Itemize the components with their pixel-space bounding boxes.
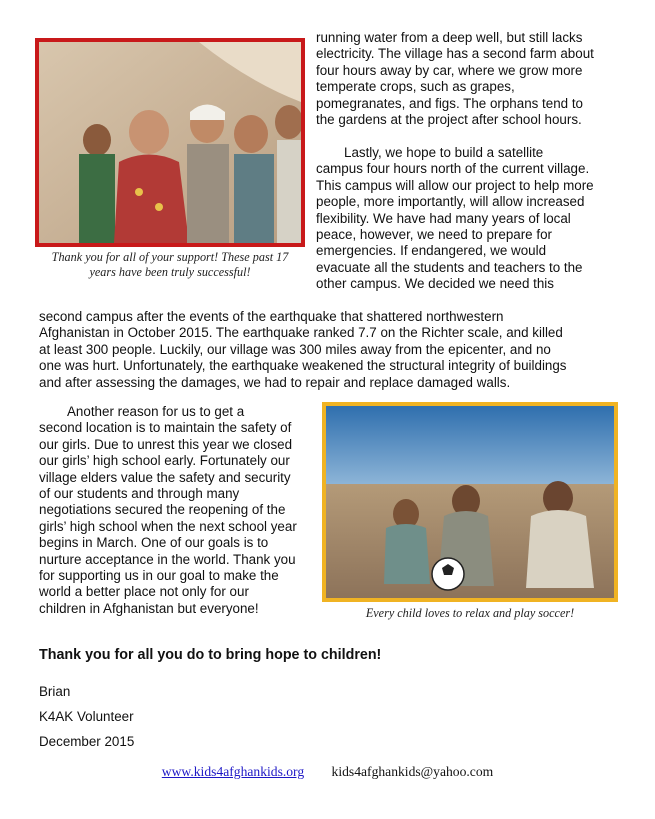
soccer-photo <box>322 402 618 602</box>
paragraph-girls-school: Another reason for us to get a second location is to maintain the safety of our girls. Due to unrest this year we closed our girls’ high school early. Fortunately our village elders value the safety and security of our students and through many negotiations secured the reopening of the girls’ high school when the next school year begins in March. One of our goals is to nurture acceptance in the world. Thank you for supporting us in our goal to make the world a better place not only for our children in Afghanistan but everyone! <box>39 404 297 616</box>
paragraph-farm: running water from a deep well, but still lacks electricity. The village has a second farm about four hours away by car, where we grow more temperate crops, such as grapes, pomegranates, and figs. The orphans tend to the gardens at the project after school hours. <box>316 30 594 128</box>
paragraph-earthquake: second campus after the events of the earthquake that shattered northwestern Afghanistan in October 2015. The earthquake ranked 7.7 on the Richter scale, and killed at least 300 people. Luckily, our village was 300 miles away from the epicenter, and no one was hurt. Unfortunately, the earthquake weakened the structural integrity of buildings and after assessing the damages, we had to repair and replace damaged walls. <box>39 309 567 390</box>
signature-role: K4AK Volunteer <box>39 709 134 724</box>
signature-date: December 2015 <box>39 734 135 749</box>
paragraph-satellite-campus: Lastly, we hope to build a satellite campus four hours north of the current village. This campus will allow our project to help more people, more importantly, will allow increased flexibility. We have had many years of local peace, however, we need to prepare for emergencies. If endangered, we would evacuate all the students and teachers to the other campus. We decided we need this <box>316 145 594 292</box>
email-address: kids4afghankids@yahoo.com <box>331 764 494 779</box>
signature-name: Brian <box>39 684 71 699</box>
footer <box>0 764 655 780</box>
website-link[interactable]: www.kids4afghankids.org <box>161 764 305 779</box>
children-photo <box>35 38 305 247</box>
closing-statement: Thank you for all you do to bring hope to children! <box>39 647 382 663</box>
photo2-caption: Every child loves to relax and play soccer! <box>365 606 575 620</box>
photo1-caption: Thank you for all of your support! These past 17 years have been truly successful! <box>51 250 289 279</box>
